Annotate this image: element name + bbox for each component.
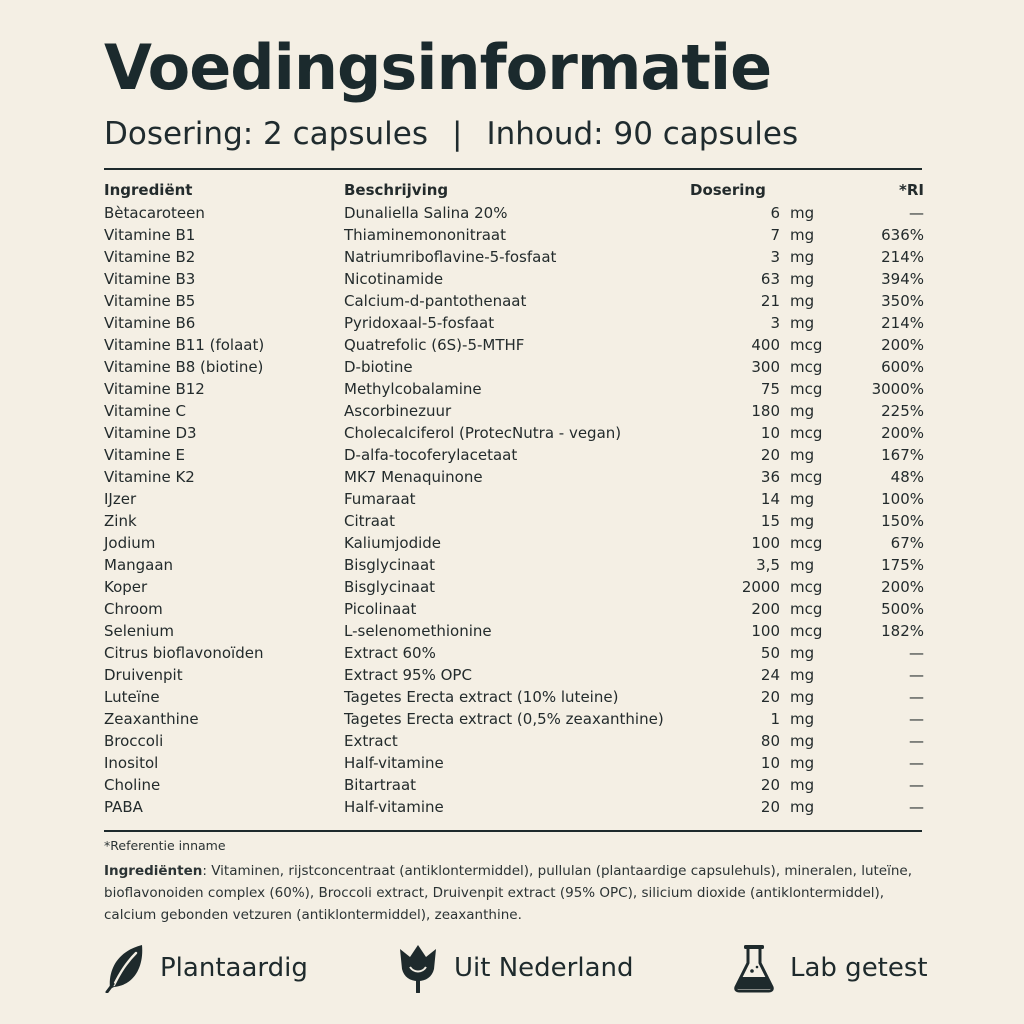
table-row [104, 466, 924, 488]
table-row [104, 664, 924, 686]
description-cell: Calcium-d-pantothenaat [344, 292, 527, 310]
ri-cell: — [909, 644, 925, 662]
description-cell: Extract 60% [344, 644, 436, 662]
ingredient-cell: Vitamine E [104, 446, 185, 464]
amount-cell: 6 [770, 204, 780, 222]
ingredient-cell: Inositol [104, 754, 159, 772]
unit-cell: mcg [790, 578, 823, 596]
ri-cell: — [909, 732, 925, 750]
ingredient-cell: Vitamine D3 [104, 424, 197, 442]
description-cell: D-alfa-tocoferylacetaat [344, 446, 518, 464]
table-row [104, 752, 924, 774]
subtitle [104, 114, 924, 154]
unit-cell: mg [790, 776, 815, 794]
amount-cell: 7 [770, 226, 780, 244]
ingredient-cell: Vitamine B12 [104, 380, 205, 398]
tulip-icon [396, 943, 440, 993]
ingredients-list [104, 860, 934, 926]
table-row [104, 356, 924, 378]
table-header-row [104, 178, 924, 202]
unit-cell: mcg [790, 358, 823, 376]
ri-cell: 3000% [871, 380, 925, 398]
unit-cell: mcg [790, 468, 823, 486]
ingredient-cell: Broccoli [104, 732, 164, 750]
amount-cell: 2000 [741, 578, 780, 596]
unit-cell: mg [790, 402, 815, 420]
table-row [104, 598, 924, 620]
ri-cell: 100% [881, 490, 925, 508]
unit-cell: mg [790, 248, 815, 266]
amount-cell: 3 [770, 314, 780, 332]
ingredient-cell: Vitamine B6 [104, 314, 196, 332]
ri-cell: 167% [881, 446, 925, 464]
divider-bottom [104, 830, 922, 832]
table-row [104, 400, 924, 422]
table-row [104, 686, 924, 708]
unit-cell: mg [790, 270, 815, 288]
unit-cell: mg [790, 314, 815, 332]
ingredient-cell: Choline [104, 776, 161, 794]
amount-cell: 180 [751, 402, 780, 420]
amount-cell: 3 [770, 248, 780, 266]
page-title: Voedingsinformatie [104, 31, 772, 104]
table-row [104, 202, 924, 224]
amount-cell: 100 [751, 534, 780, 552]
table-row [104, 488, 924, 510]
amount-cell: 24 [760, 666, 780, 684]
ingredient-cell: Jodium [104, 534, 156, 552]
ingredient-cell: Koper [104, 578, 148, 596]
table-row [104, 268, 924, 290]
amount-cell: 3,5 [756, 556, 780, 574]
table-row [104, 532, 924, 554]
nutrition-table [104, 178, 924, 818]
ri-cell: — [909, 666, 925, 684]
table-row [104, 422, 924, 444]
unit-cell: mcg [790, 600, 823, 618]
separator: | [451, 116, 463, 152]
ingredient-cell: Vitamine K2 [104, 468, 195, 486]
amount-cell: 10 [760, 424, 780, 442]
description-cell: Dunaliella Salina 20% [344, 204, 508, 222]
badge-label: Uit Nederland [454, 953, 634, 983]
unit-cell: mg [790, 710, 815, 728]
table-row [104, 378, 924, 400]
amount-cell: 15 [760, 512, 780, 530]
description-cell: MK7 Menaquinone [344, 468, 483, 486]
description-cell: Methylcobalamine [344, 380, 482, 398]
badge-from-netherlands [396, 942, 634, 994]
ri-cell: 67% [890, 534, 925, 552]
ri-cell: 175% [881, 556, 925, 574]
content-text: Inhoud: 90 capsules [486, 116, 799, 152]
table-row [104, 290, 924, 312]
ri-cell: 394% [881, 270, 925, 288]
amount-cell: 14 [760, 490, 780, 508]
description-cell: Tagetes Erecta extract (0,5% zeaxanthine) [344, 710, 664, 728]
description-cell: Bitartraat [344, 776, 417, 794]
description-cell: Extract [344, 732, 398, 750]
description-cell: D-biotine [344, 358, 413, 376]
description-cell: Quatrefolic (6S)-5-MTHF [344, 336, 525, 354]
description-cell: Bisglycinaat [344, 578, 436, 596]
ri-cell: — [909, 710, 925, 728]
ri-cell: 48% [890, 468, 925, 486]
col-header-description: Beschrijving [344, 181, 449, 199]
ingredient-cell: IJzer [104, 490, 137, 508]
description-cell: L-selenomethionine [344, 622, 492, 640]
table-row [104, 334, 924, 356]
unit-cell: mg [790, 732, 815, 750]
table-row [104, 554, 924, 576]
ri-cell: 225% [881, 402, 925, 420]
description-cell: Extract 95% OPC [344, 666, 472, 684]
ri-cell: — [909, 776, 925, 794]
ri-cell: — [909, 754, 925, 772]
col-header-ingredient: Ingrediënt [104, 181, 193, 199]
table-row [104, 444, 924, 466]
unit-cell: mcg [790, 622, 823, 640]
unit-cell: mg [790, 204, 815, 222]
amount-cell: 21 [760, 292, 780, 310]
ingredient-cell: Citrus bioflavonoïden [104, 644, 264, 662]
ingredient-cell: Chroom [104, 600, 163, 618]
ri-cell: 200% [881, 424, 925, 442]
footnote: *Referentie inname [104, 838, 226, 853]
badge-lab-tested [732, 942, 928, 994]
description-cell: Kaliumjodide [344, 534, 442, 552]
amount-cell: 20 [760, 798, 780, 816]
amount-cell: 300 [751, 358, 780, 376]
ingredient-cell: Druivenpit [104, 666, 183, 684]
table-row [104, 224, 924, 246]
ingredient-cell: Vitamine B11 (folaat) [104, 336, 265, 354]
description-cell: Natriumriboflavine-5-fosfaat [344, 248, 557, 266]
amount-cell: 20 [760, 776, 780, 794]
table-row [104, 576, 924, 598]
amount-cell: 200 [751, 600, 780, 618]
unit-cell: mg [790, 754, 815, 772]
ingredient-cell: Vitamine B2 [104, 248, 196, 266]
unit-cell: mcg [790, 424, 823, 442]
table-row [104, 510, 924, 532]
description-cell: Cholecalciferol (ProtecNutra - vegan) [344, 424, 622, 442]
badge-label: Plantaardig [160, 953, 308, 983]
ri-cell: — [909, 688, 925, 706]
unit-cell: mg [790, 446, 815, 464]
description-cell: Ascorbinezuur [344, 402, 452, 420]
ingredient-cell: Mangaan [104, 556, 174, 574]
description-cell: Half-vitamine [344, 754, 444, 772]
unit-cell: mcg [790, 380, 823, 398]
ingredients-label: Ingrediënten [104, 863, 203, 879]
ri-cell: 182% [881, 622, 925, 640]
amount-cell: 20 [760, 688, 780, 706]
ingredients-text: : Vitaminen, rijstconcentraat (antiklontermiddel), pullulan (plantaardige capsulehuls), mineralen, luteïne, bioflavonoiden complex (60%), Broccoli extract, Druivenpit extract (95% OPC), silicium dioxide (antiklontermiddel), calcium gebonden vetzuren (antiklontermiddel), zeaxanthine. [104, 863, 912, 923]
description-cell: Thiaminemononitraat [344, 226, 507, 244]
ri-cell: — [909, 204, 925, 222]
ri-cell: 600% [881, 358, 925, 376]
ri-cell: 350% [881, 292, 925, 310]
ri-cell: — [909, 798, 925, 816]
divider-top [104, 168, 922, 170]
amount-cell: 20 [760, 446, 780, 464]
table-row [104, 730, 924, 752]
ri-cell: 200% [881, 336, 925, 354]
unit-cell: mg [790, 798, 815, 816]
table-row [104, 774, 924, 796]
unit-cell: mcg [790, 534, 823, 552]
ingredient-cell: Vitamine B5 [104, 292, 196, 310]
ri-cell: 150% [881, 512, 925, 530]
ri-cell: 214% [881, 314, 925, 332]
ingredient-cell: Selenium [104, 622, 174, 640]
table-row [104, 246, 924, 268]
amount-cell: 36 [760, 468, 780, 486]
flask-icon [732, 943, 776, 993]
description-cell: Tagetes Erecta extract (10% luteine) [344, 688, 619, 706]
unit-cell: mcg [790, 336, 823, 354]
col-header-ri: *RI [899, 181, 925, 199]
description-cell: Citraat [344, 512, 395, 530]
amount-cell: 50 [760, 644, 780, 662]
description-cell: Fumaraat [344, 490, 416, 508]
amount-cell: 100 [751, 622, 780, 640]
description-cell: Picolinaat [344, 600, 417, 618]
unit-cell: mg [790, 226, 815, 244]
unit-cell: mg [790, 666, 815, 684]
ingredient-cell: PABA [104, 798, 143, 816]
amount-cell: 75 [760, 380, 780, 398]
amount-cell: 80 [760, 732, 780, 750]
unit-cell: mg [790, 512, 815, 530]
amount-cell: 400 [751, 336, 780, 354]
leaf-icon [104, 943, 146, 993]
ingredient-cell: Vitamine B1 [104, 226, 196, 244]
ri-cell: 500% [881, 600, 925, 618]
ingredient-cell: Vitamine B3 [104, 270, 196, 288]
unit-cell: mg [790, 644, 815, 662]
description-cell: Half-vitamine [344, 798, 444, 816]
ri-cell: 636% [881, 226, 925, 244]
amount-cell: 10 [760, 754, 780, 772]
unit-cell: mg [790, 556, 815, 574]
badge-plant-based [104, 942, 308, 994]
ingredient-cell: Vitamine C [104, 402, 186, 420]
unit-cell: mg [790, 292, 815, 310]
amount-cell: 63 [760, 270, 780, 288]
table-row [104, 796, 924, 818]
description-cell: Nicotinamide [344, 270, 444, 288]
header [104, 28, 924, 154]
unit-cell: mg [790, 490, 815, 508]
dosage-text: Dosering: 2 capsules [104, 116, 428, 152]
table-row [104, 312, 924, 334]
description-cell: Pyridoxaal-5-fosfaat [344, 314, 495, 332]
ri-cell: 200% [881, 578, 925, 596]
amount-cell: 1 [770, 710, 780, 728]
ri-cell: 214% [881, 248, 925, 266]
col-header-dosage: Dosering [690, 181, 766, 199]
description-cell: Bisglycinaat [344, 556, 436, 574]
unit-cell: mg [790, 688, 815, 706]
ingredient-cell: Zink [104, 512, 137, 530]
table-row [104, 708, 924, 730]
ingredient-cell: Vitamine B8 (biotine) [104, 358, 264, 376]
ingredient-cell: Zeaxanthine [104, 710, 199, 728]
table-row [104, 642, 924, 664]
table-row [104, 620, 924, 642]
ingredient-cell: Bètacaroteen [104, 204, 205, 222]
badge-label: Lab getest [790, 953, 928, 983]
ingredient-cell: Luteïne [104, 688, 160, 706]
